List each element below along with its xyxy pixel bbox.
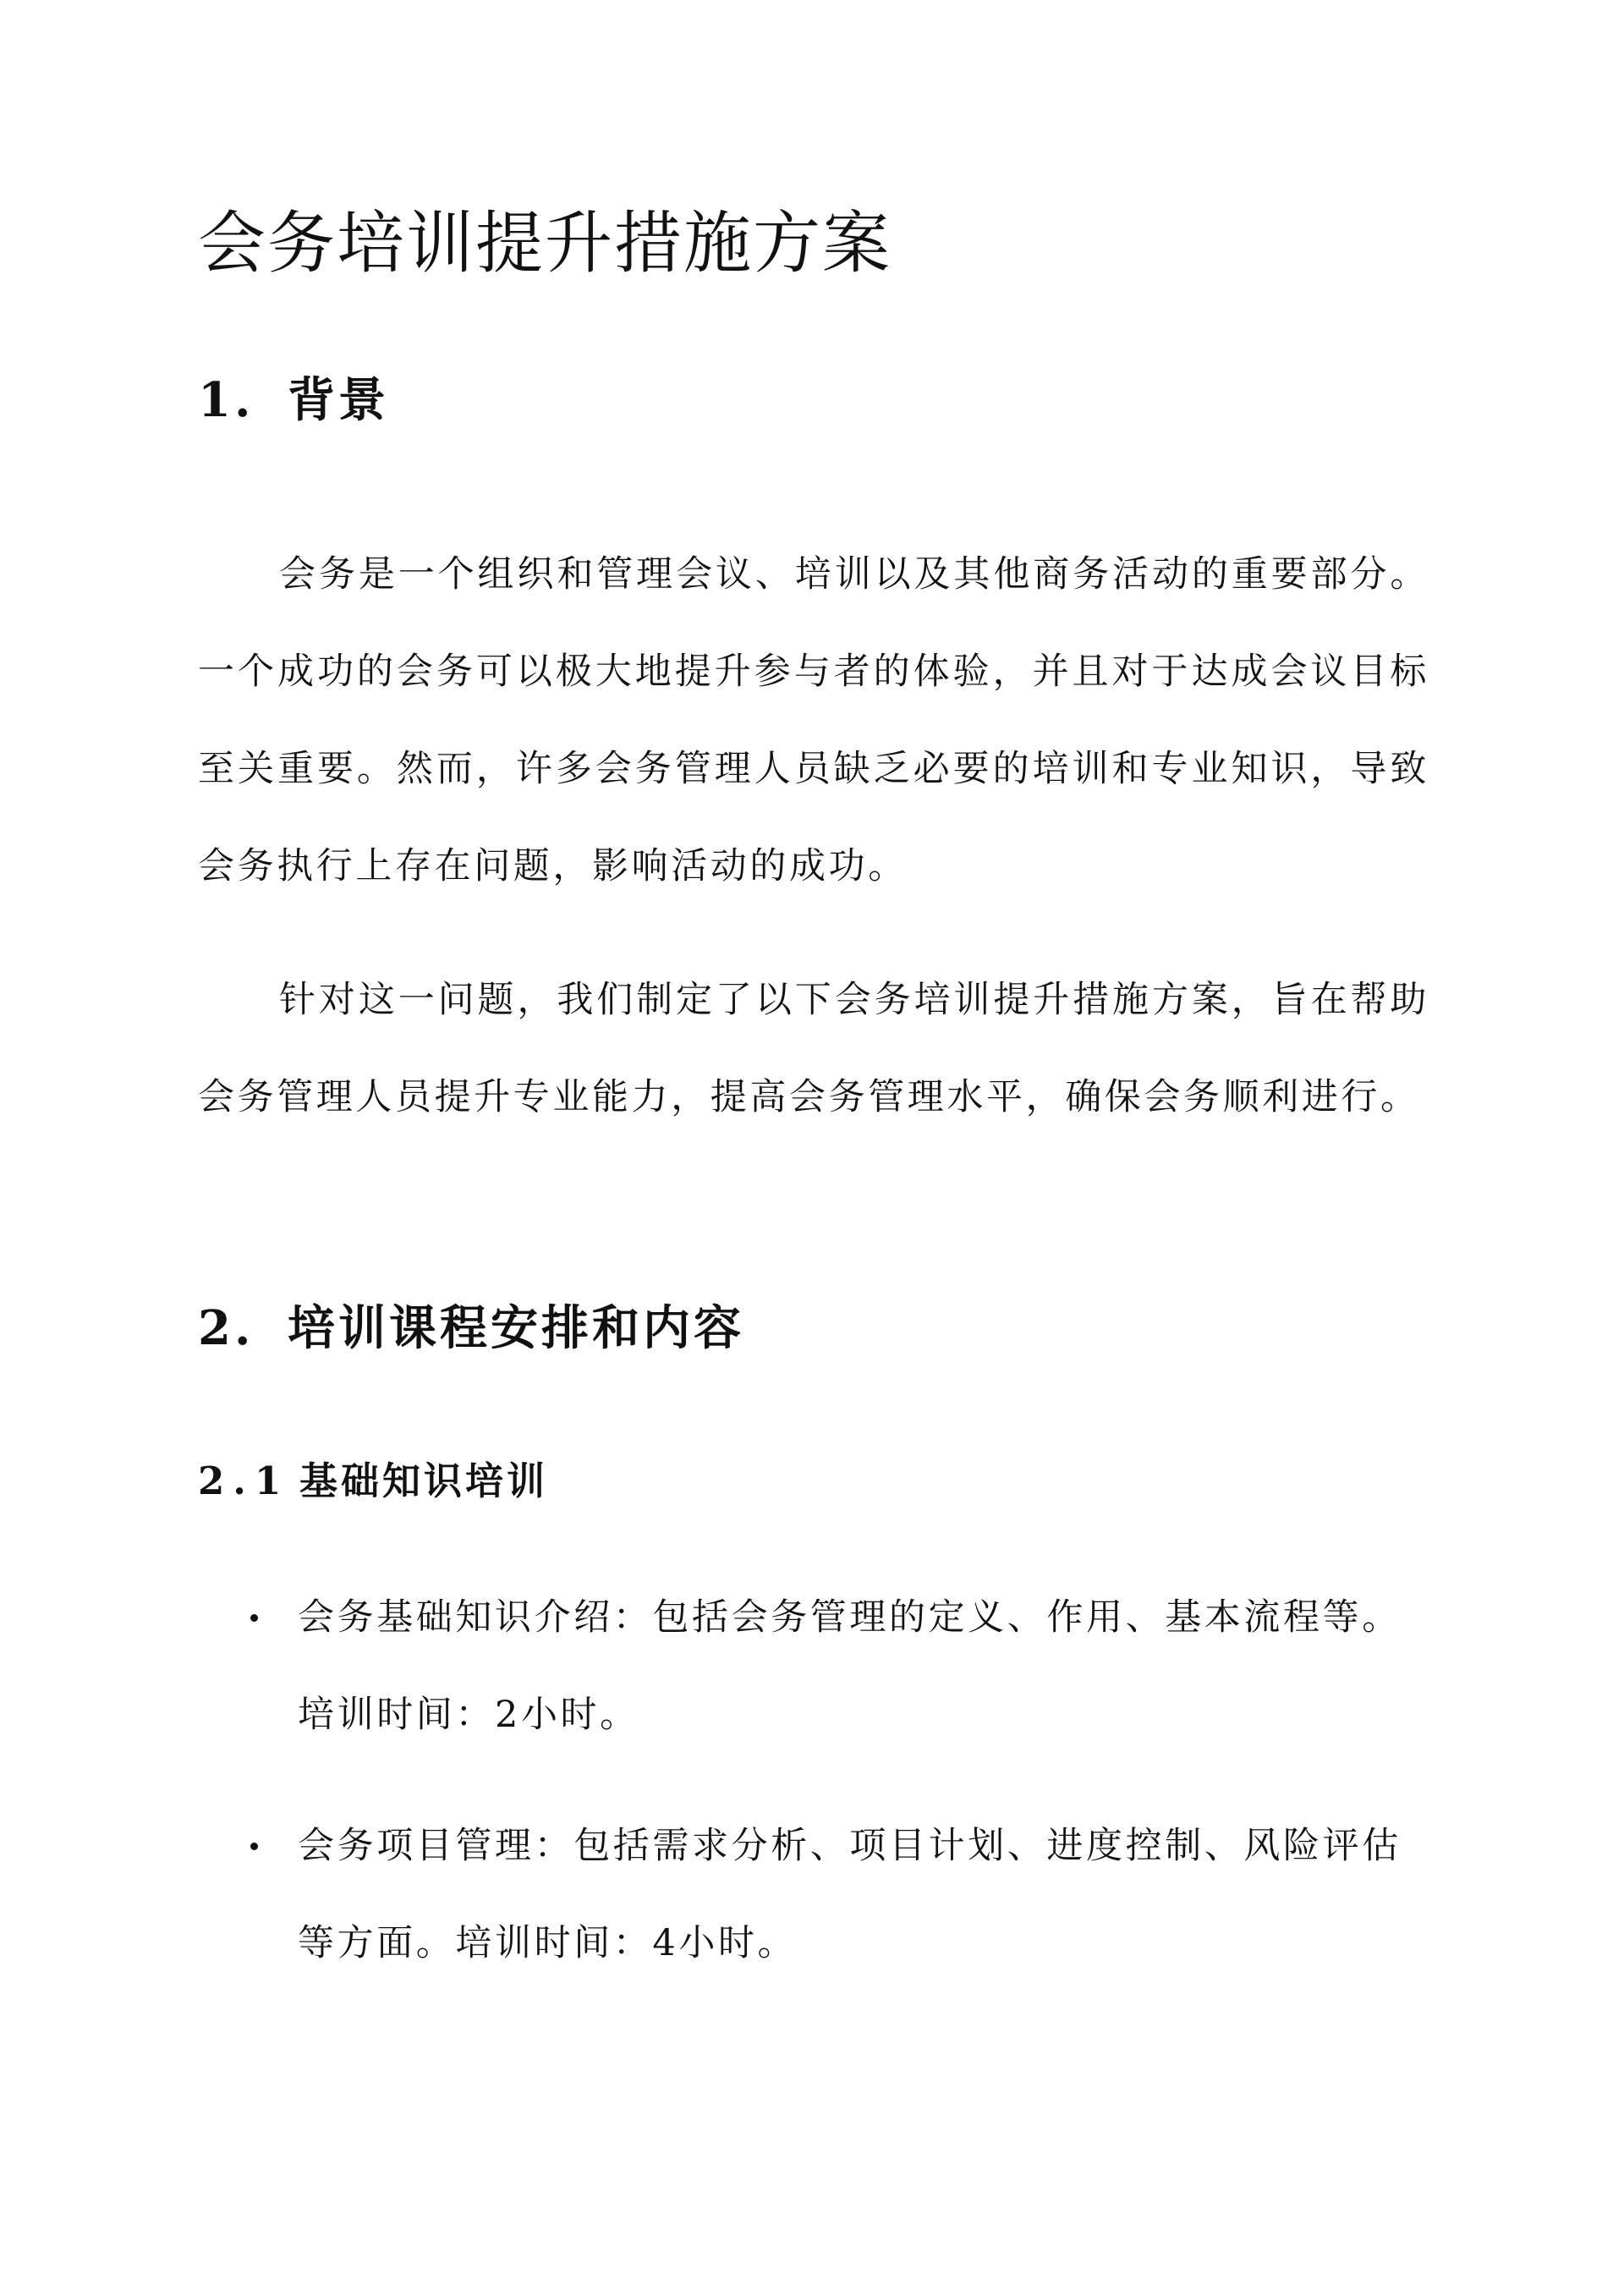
bullet-icon bbox=[250, 1843, 258, 1850]
section-heading-background bbox=[198, 371, 389, 430]
section-title: 背景 bbox=[288, 372, 389, 428]
section-number: 2. bbox=[198, 1300, 255, 1356]
document-title: 会务培训提升措施方案 bbox=[198, 204, 892, 283]
section-title: 培训课程安排和内容 bbox=[288, 1300, 744, 1356]
list-item-text: 会务基础知识介绍：包括会务管理的定义、作用、基本流程等。培训时间：2小时。 bbox=[298, 1596, 1402, 1736]
section-heading-training-schedule bbox=[198, 1299, 744, 1358]
background-paragraph-1: 会务是一个组织和管理会议、培训以及其他商务活动的重要部分。一个成功的会务可以极大地提升参与者的体验，并且对于达成会议目标至关重要。然而，许多会务管理人员缺乏必要的培训和专业知识，导致会务执行上存在问题，影响活动的成功。 bbox=[198, 553, 1429, 887]
background-paragraph-2: 针对这一问题，我们制定了以下会务培训提升措施方案，旨在帮助会务管理人员提升专业能力，提高会务管理水平，确保会务顺利进行。 bbox=[198, 979, 1429, 1118]
section-number: 1. bbox=[198, 372, 255, 428]
list-item bbox=[198, 1569, 1423, 1764]
bullet-icon bbox=[250, 1614, 258, 1622]
list-item bbox=[198, 1798, 1423, 1992]
subsection-number: 2.1 bbox=[198, 1458, 290, 1503]
training-items-list bbox=[198, 1569, 1429, 2026]
subsection-heading-basic-training bbox=[198, 1456, 548, 1507]
subsection-title: 基础知识培训 bbox=[299, 1458, 549, 1503]
list-item-text: 会务项目管理：包括需求分析、项目计划、进度控制、风险评估等方面。培训时间：4小时。 bbox=[298, 1825, 1402, 1964]
